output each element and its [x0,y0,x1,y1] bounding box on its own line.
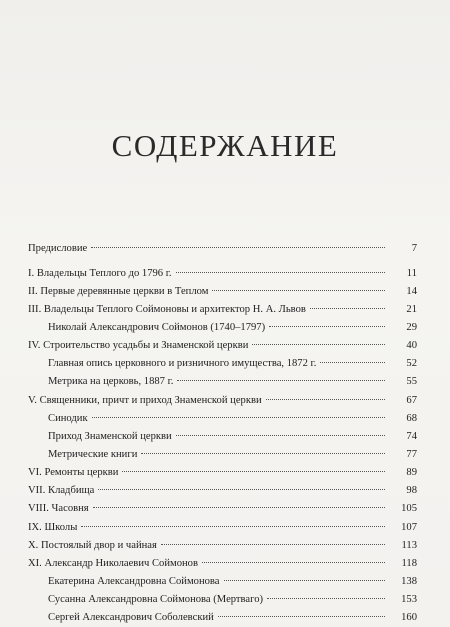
toc-entry-page-number: 160 [401,612,417,624]
toc-entry [28,609,417,627]
toc-entry-label: VI. Ремонты церкви [28,467,119,479]
dot-leader [91,246,385,248]
toc-entry [28,573,417,591]
toc-entry-label: Метрика на церковь, 1887 г. [48,376,174,388]
toc-entry [28,240,417,258]
toc-entry [28,500,417,518]
dot-leader [267,597,385,599]
toc-entry-label: VIII. Часовня [28,503,89,515]
dot-leader [81,525,385,527]
toc-entry-page-number: 52 [406,358,417,370]
dot-leader [320,361,385,363]
dot-leader [177,379,385,381]
toc-entry-label: IV. Строительство усадьбы и Знаменской церкви [28,340,249,352]
toc-entry-label: Екатерина Александровна Соймонова [48,576,220,588]
toc-entry-page-number: 153 [401,594,417,606]
toc-entry-label: Сусанна Александровна Соймонова (Мертваго) [48,594,264,606]
toc-entry [28,283,417,301]
toc-entry [28,555,417,573]
toc-entry-label: IX. Школы [28,521,78,533]
toc-entry-page-number: 11 [406,267,417,279]
toc-entry-page-number: 74 [406,430,417,442]
toc-entry-page-number: 98 [406,485,417,497]
table-of-contents [28,240,417,627]
toc-entry-label: XI. Александр Николаевич Соймонов [28,557,198,569]
toc-entry-label: Главная опись церковного и ризничного имущества, 1872 г. [48,358,317,370]
toc-entry-page-number: 105 [401,503,417,515]
toc-entry-label: Приход Знаменской церкви [48,430,172,442]
toc-entry-page-number: 68 [406,412,417,424]
toc-entry [28,301,417,319]
toc-entry [28,591,417,609]
toc-entry-label: Синодик [48,412,88,424]
dot-leader [224,579,386,581]
toc-entry-label: Метрические книги [48,449,138,461]
dot-leader [212,289,385,291]
toc-entry-page-number: 107 [401,521,417,533]
toc-entry [28,537,417,555]
toc-entry [28,482,417,500]
dot-leader [93,506,385,508]
dot-leader [266,398,385,400]
toc-entry-label: III. Владельцы Теплого Соймоновы и архитектор Н. А. Львов [28,303,306,315]
dot-leader [92,416,385,418]
toc-entry-label: II. Первые деревянные церкви в Теплом [28,285,209,297]
toc-entry-label: Предисловие [28,243,88,254]
toc-entry-page-number: 113 [401,539,417,551]
toc-entry [28,392,417,410]
dot-leader [141,452,385,454]
toc-entry [28,464,417,482]
toc-entry-label: I. Владельцы Теплого до 1796 г. [28,267,172,279]
toc-entry-page-number: 40 [406,340,417,352]
toc-entry-label: V. Священники, причт и приход Знаменской церкви [28,394,262,406]
dot-leader [252,343,385,345]
dot-leader [176,434,385,436]
toc-entry-label: VII. Кладбища [28,485,95,497]
page-title: СОДЕРЖАНИЕ [111,128,339,163]
dot-leader [310,307,385,309]
toc-entry-page-number: 89 [406,467,417,479]
dot-leader [122,470,385,472]
toc-entry-label: X. Постоялый двор и чайная [28,539,157,551]
toc-entry-page-number: 29 [406,322,417,334]
toc-entry-page-number: 118 [401,557,417,569]
toc-entry-page-number: 55 [406,376,417,388]
toc-entry-label: Николай Александрович Соймонов (1740–1797) [48,322,266,334]
toc-entry [28,428,417,446]
dot-leader [98,488,385,490]
toc-entry-label: Сергей Александрович Соболевский [48,612,214,624]
toc-entry-page-number: 77 [406,449,417,461]
toc-entry [28,519,417,537]
toc-entry-page-number: 14 [406,285,417,297]
dot-leader [269,325,385,327]
toc-entry-page-number: 67 [406,394,417,406]
toc-entry [28,446,417,464]
dot-leader [202,561,385,563]
dot-leader [161,543,385,545]
toc-entry [28,355,417,373]
toc-entry [28,410,417,428]
toc-entry [28,373,417,391]
toc-entry-page-number: 138 [401,576,417,588]
toc-entry-page-number: 7 [411,243,417,254]
toc-entry-page-number: 21 [406,303,417,315]
dot-leader [218,615,385,617]
toc-entry [28,319,417,337]
dot-leader [176,271,385,273]
toc-entry [28,265,417,283]
toc-entry [28,337,417,355]
